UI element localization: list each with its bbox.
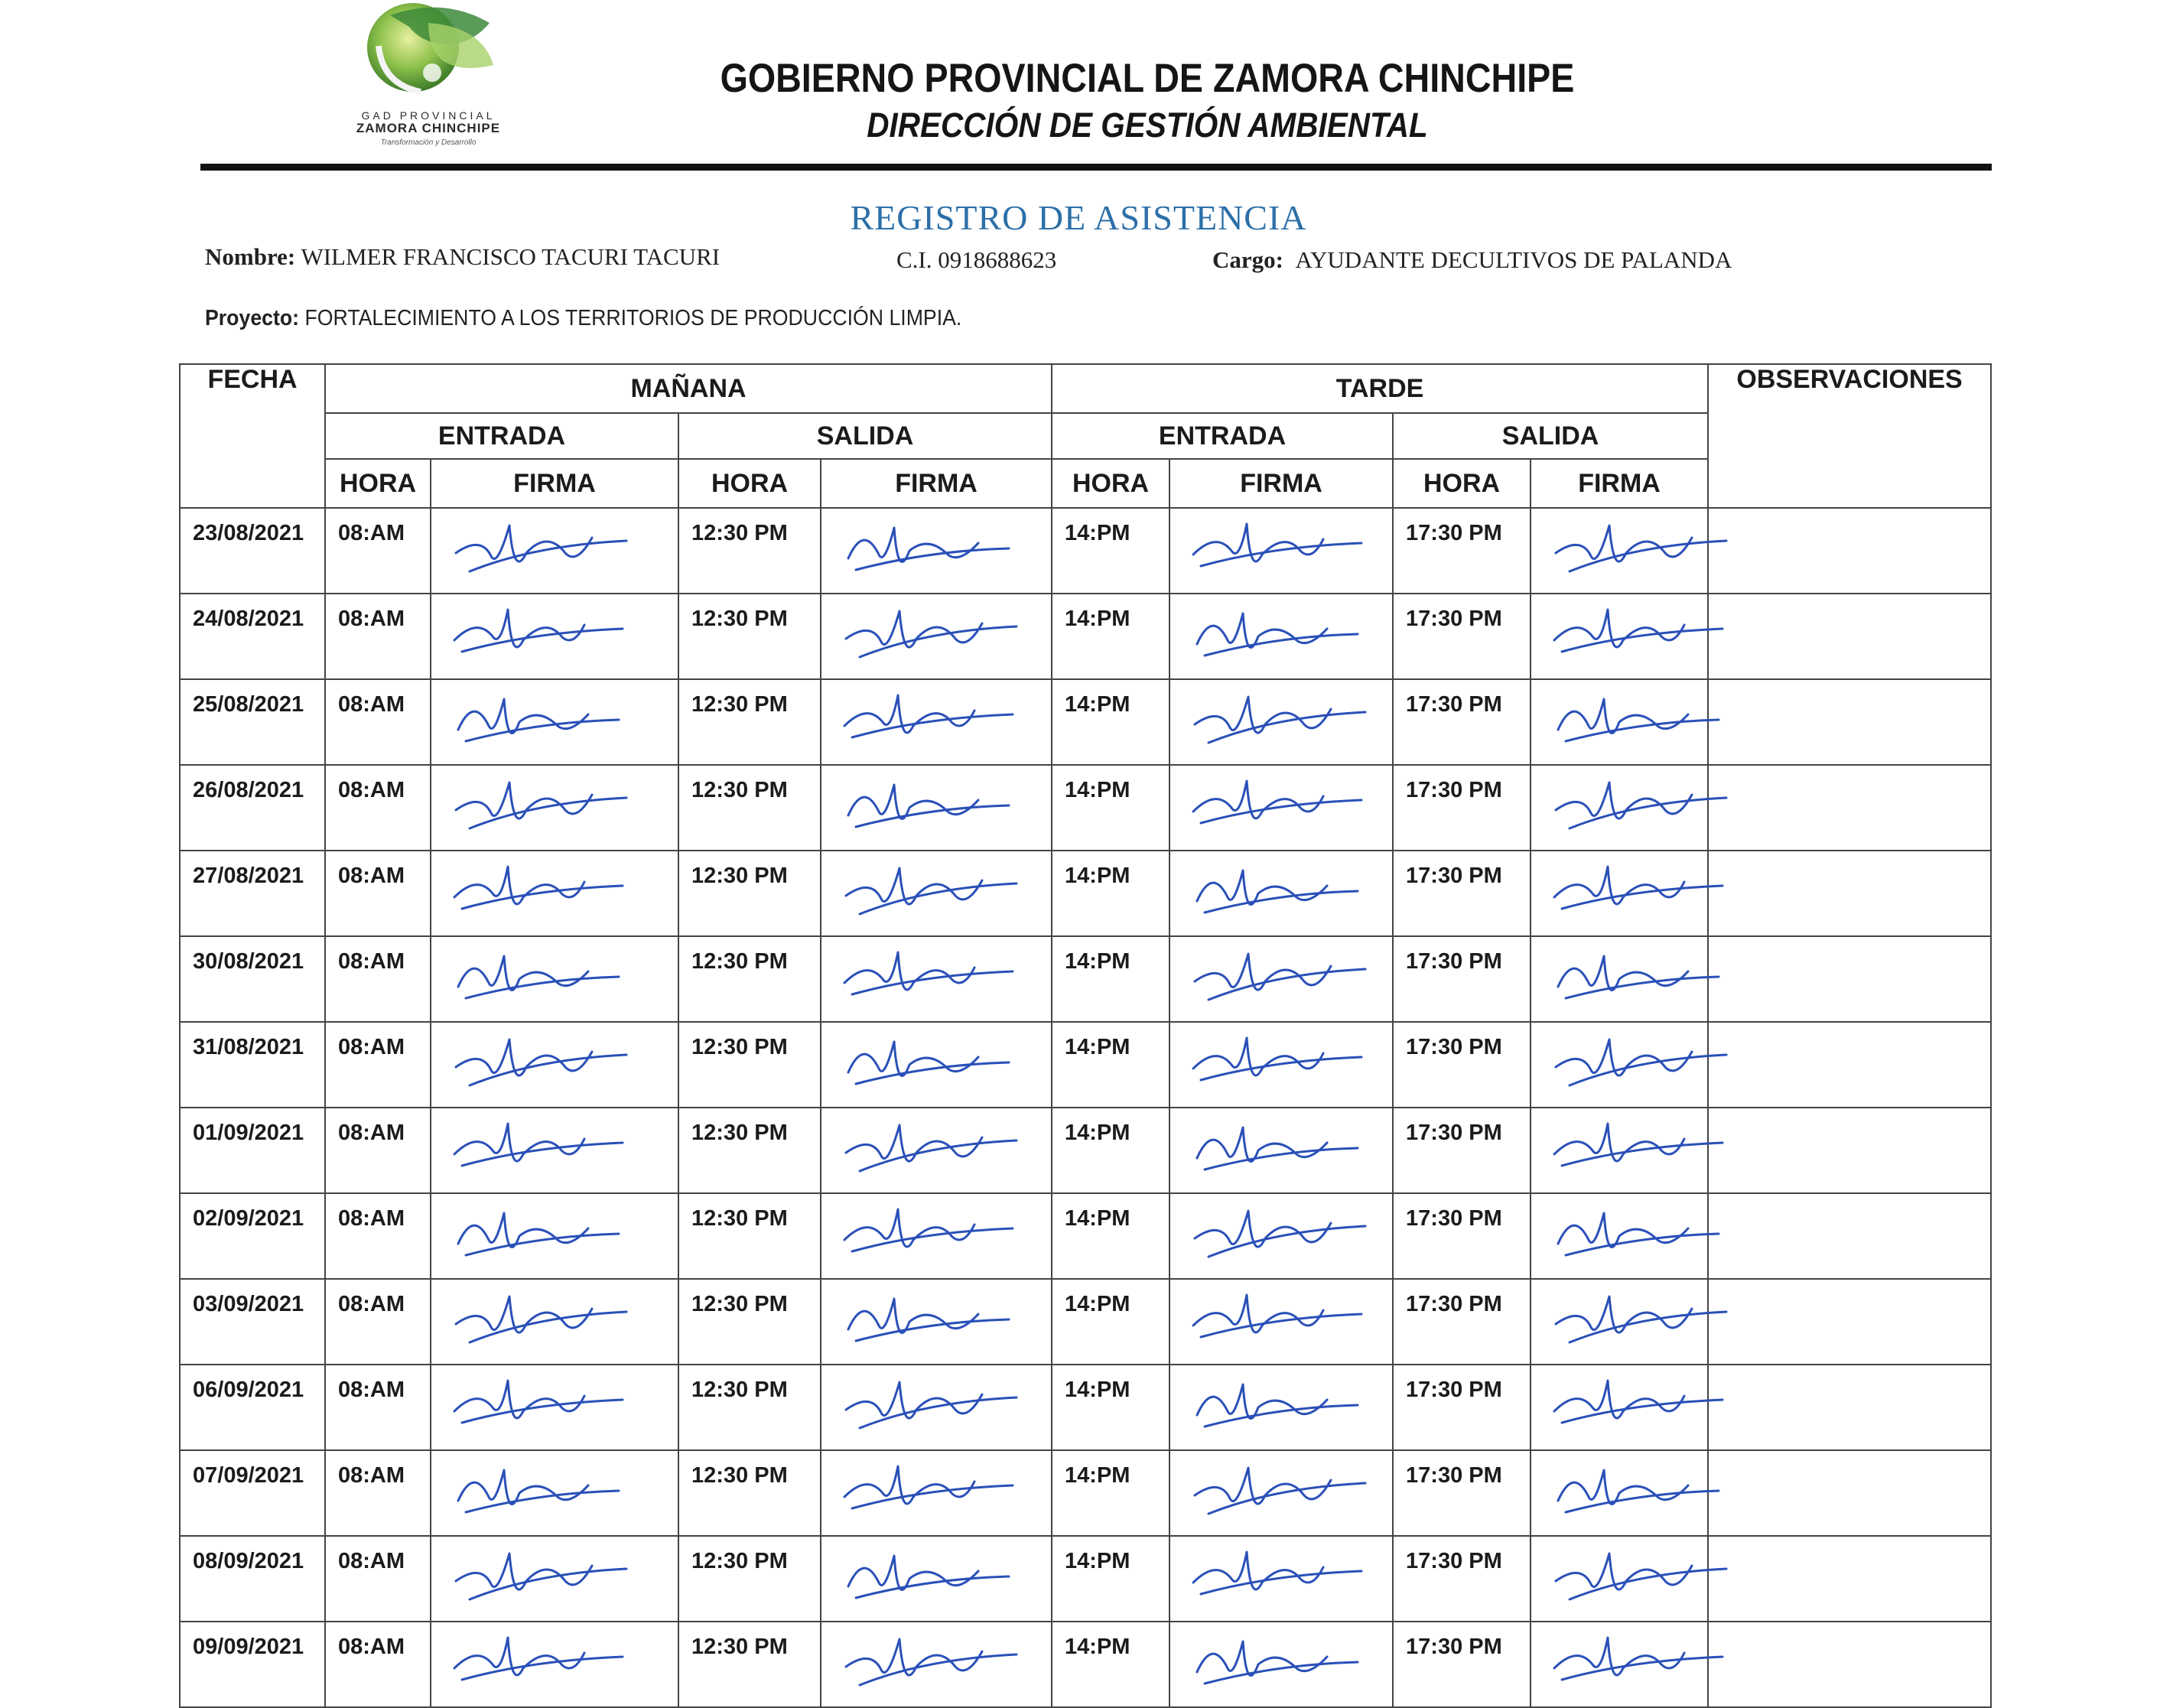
observaciones-cell <box>1708 1536 1991 1622</box>
handwritten-signature <box>1547 1280 1730 1356</box>
table-row <box>180 765 1991 851</box>
tarde-salida-hora: 17:30 PM <box>1393 679 1531 765</box>
handwritten-signature <box>1186 1023 1369 1099</box>
nombre-value: WILMER FRANCISCO TACURI TACURI <box>301 243 721 270</box>
handwritten-signature <box>1547 937 1730 1013</box>
table-row <box>180 508 1991 594</box>
fecha-cell: 06/09/2021 <box>180 1365 325 1450</box>
fecha-cell: 25/08/2021 <box>180 679 325 765</box>
header-hora: HORA <box>678 459 821 508</box>
handwritten-signature <box>447 851 630 928</box>
tarde-entrada-hora: 14:PM <box>1052 1022 1169 1108</box>
tarde-entrada-firma <box>1169 1279 1393 1365</box>
header-hora: HORA <box>325 459 431 508</box>
manana-salida-hora: 12:30 PM <box>678 936 821 1022</box>
handwritten-signature <box>1186 937 1369 1013</box>
manana-entrada-hora: 08:AM <box>325 765 431 851</box>
handwritten-signature <box>1547 1194 1730 1270</box>
handwritten-signature <box>447 594 630 671</box>
tarde-entrada-hora: 14:PM <box>1052 594 1169 679</box>
handwritten-signature <box>1547 1023 1730 1099</box>
tarde-salida-firma <box>1531 765 1708 851</box>
handwritten-signature <box>837 1622 1020 1699</box>
observaciones-cell <box>1708 1193 1991 1279</box>
manana-entrada-hora: 08:AM <box>325 936 431 1022</box>
handwritten-signature <box>1547 509 1730 585</box>
observaciones-cell <box>1708 1022 1991 1108</box>
manana-entrada-hora: 08:AM <box>325 1022 431 1108</box>
handwritten-signature <box>447 680 630 756</box>
manana-salida-hora: 12:30 PM <box>678 765 821 851</box>
observaciones-cell <box>1708 936 1991 1022</box>
manana-entrada-firma <box>431 1193 678 1279</box>
tarde-entrada-firma <box>1169 1365 1393 1450</box>
handwritten-signature <box>837 594 1020 671</box>
manana-salida-firma <box>821 1108 1052 1193</box>
manana-salida-firma <box>821 765 1052 851</box>
fecha-cell: 08/09/2021 <box>180 1536 325 1622</box>
handwritten-signature <box>447 1194 630 1270</box>
tarde-entrada-firma <box>1169 508 1393 594</box>
header-firma: FIRMA <box>821 459 1052 508</box>
header-divider <box>200 164 1992 171</box>
tarde-salida-hora: 17:30 PM <box>1393 508 1531 594</box>
tarde-salida-firma <box>1531 851 1708 936</box>
proyecto-label: Proyecto: <box>205 306 300 330</box>
manana-entrada-firma <box>431 1622 678 1707</box>
tarde-salida-hora: 17:30 PM <box>1393 1622 1531 1707</box>
manana-entrada-hora: 08:AM <box>325 594 431 679</box>
manana-salida-firma <box>821 1622 1052 1707</box>
nombre-label: Nombre: <box>205 243 296 270</box>
header-manana: MAÑANA <box>325 364 1052 413</box>
table-row <box>180 1108 1991 1193</box>
tarde-salida-hora: 17:30 PM <box>1393 1279 1531 1365</box>
observaciones-cell <box>1708 851 1991 936</box>
handwritten-signature <box>1547 594 1730 671</box>
tarde-salida-hora: 17:30 PM <box>1393 1022 1531 1108</box>
manana-salida-firma <box>821 1450 1052 1536</box>
handwritten-signature <box>447 1622 630 1699</box>
header-firma: FIRMA <box>1531 459 1708 508</box>
manana-salida-hora: 12:30 PM <box>678 851 821 936</box>
table-row <box>180 1193 1991 1279</box>
handwritten-signature <box>1186 851 1369 928</box>
observaciones-cell <box>1708 1365 1991 1450</box>
header-hora: HORA <box>1393 459 1531 508</box>
handwritten-signature <box>1186 594 1369 671</box>
handwritten-signature <box>447 937 630 1013</box>
handwritten-signature <box>1186 1365 1369 1442</box>
manana-salida-firma <box>821 679 1052 765</box>
table-row <box>180 1450 1991 1536</box>
fecha-cell: 09/09/2021 <box>180 1622 325 1707</box>
fecha-cell: 23/08/2021 <box>180 508 325 594</box>
handwritten-signature <box>837 766 1020 842</box>
handwritten-signature <box>1547 766 1730 842</box>
tarde-salida-hora: 17:30 PM <box>1393 594 1531 679</box>
handwritten-signature <box>1547 1108 1730 1185</box>
nombre-field <box>205 243 720 271</box>
tarde-salida-firma <box>1531 1193 1708 1279</box>
manana-salida-firma <box>821 1536 1052 1622</box>
handwritten-signature <box>837 1537 1020 1613</box>
header-manana-entrada: ENTRADA <box>325 413 678 459</box>
header-manana-salida: SALIDA <box>678 413 1052 459</box>
manana-entrada-firma <box>431 1365 678 1450</box>
handwritten-signature <box>447 1365 630 1442</box>
ci-value: C.I. 0918688623 <box>896 246 1057 273</box>
header-tarde: TARDE <box>1052 364 1708 413</box>
observaciones-cell <box>1708 1450 1991 1536</box>
tarde-salida-hora: 17:30 PM <box>1393 851 1531 936</box>
fecha-cell: 26/08/2021 <box>180 765 325 851</box>
tarde-entrada-firma <box>1169 594 1393 679</box>
cargo-value: AYUDANTE DECULTIVOS DE PALANDA <box>1295 246 1732 273</box>
manana-salida-firma <box>821 508 1052 594</box>
table-row <box>180 1365 1991 1450</box>
manana-salida-hora: 12:30 PM <box>678 1022 821 1108</box>
table-row <box>180 1022 1991 1108</box>
manana-entrada-hora: 08:AM <box>325 1365 431 1450</box>
handwritten-signature <box>1547 1622 1730 1699</box>
header-firma: FIRMA <box>1169 459 1393 508</box>
manana-salida-hora: 12:30 PM <box>678 1536 821 1622</box>
tarde-salida-firma <box>1531 594 1708 679</box>
manana-entrada-hora: 08:AM <box>325 1536 431 1622</box>
handwritten-signature <box>447 1451 630 1527</box>
tarde-entrada-hora: 14:PM <box>1052 1193 1169 1279</box>
tarde-salida-hora: 17:30 PM <box>1393 765 1531 851</box>
tarde-entrada-hora: 14:PM <box>1052 1365 1169 1450</box>
tarde-entrada-firma <box>1169 1108 1393 1193</box>
table-row <box>180 679 1991 765</box>
manana-salida-firma <box>821 1365 1052 1450</box>
fecha-cell: 24/08/2021 <box>180 594 325 679</box>
handwritten-signature <box>1186 1194 1369 1270</box>
handwritten-signature <box>1186 680 1369 756</box>
tarde-entrada-hora: 14:PM <box>1052 1108 1169 1193</box>
manana-salida-firma <box>821 1022 1052 1108</box>
fecha-cell: 01/09/2021 <box>180 1108 325 1193</box>
logo-caption-line3: Transformación y Desarrollo <box>380 138 477 147</box>
handwritten-signature <box>447 1280 630 1356</box>
tarde-entrada-firma <box>1169 936 1393 1022</box>
tarde-entrada-firma <box>1169 1622 1393 1707</box>
handwritten-signature <box>447 509 630 585</box>
handwritten-signature <box>1186 766 1369 842</box>
fecha-cell: 07/09/2021 <box>180 1450 325 1536</box>
manana-entrada-hora: 08:AM <box>325 1622 431 1707</box>
handwritten-signature <box>837 1023 1020 1099</box>
observaciones-cell <box>1708 1279 1991 1365</box>
manana-entrada-firma <box>431 594 678 679</box>
header-tarde-entrada: ENTRADA <box>1052 413 1393 459</box>
handwritten-signature <box>837 1108 1020 1185</box>
logo-caption-line2: ZAMORA CHINCHIPE <box>356 121 501 135</box>
manana-salida-hora: 12:30 PM <box>678 1622 821 1707</box>
tarde-entrada-hora: 14:PM <box>1052 1450 1169 1536</box>
tarde-entrada-hora: 14:PM <box>1052 1536 1169 1622</box>
tarde-salida-firma <box>1531 1022 1708 1108</box>
manana-entrada-hora: 08:AM <box>325 1279 431 1365</box>
header-hora: HORA <box>1052 459 1169 508</box>
manana-salida-hora: 12:30 PM <box>678 1279 821 1365</box>
handwritten-signature <box>447 1537 630 1613</box>
handwritten-signature <box>837 851 1020 928</box>
tarde-salida-firma <box>1531 1622 1708 1707</box>
handwritten-signature <box>1186 1280 1369 1356</box>
handwritten-signature <box>1547 1365 1730 1442</box>
tarde-salida-firma <box>1531 1279 1708 1365</box>
proyecto-value: FORTALECIMIENTO A LOS TERRITORIOS DE PRODUCCIÓN LIMPIA. <box>304 306 962 330</box>
handwritten-signature <box>447 1023 630 1099</box>
manana-entrada-firma <box>431 1279 678 1365</box>
manana-entrada-hora: 08:AM <box>325 1193 431 1279</box>
tarde-entrada-firma <box>1169 1450 1393 1536</box>
manana-entrada-firma <box>431 851 678 936</box>
handwritten-signature <box>837 1365 1020 1442</box>
tarde-salida-hora: 17:30 PM <box>1393 1450 1531 1536</box>
tarde-salida-hora: 17:30 PM <box>1393 1108 1531 1193</box>
manana-salida-firma <box>821 1193 1052 1279</box>
tarde-salida-firma <box>1531 508 1708 594</box>
manana-entrada-hora: 08:AM <box>325 1108 431 1193</box>
manana-entrada-firma <box>431 1450 678 1536</box>
header-tarde-salida: SALIDA <box>1393 413 1708 459</box>
manana-entrada-firma <box>431 1108 678 1193</box>
manana-salida-hora: 12:30 PM <box>678 679 821 765</box>
handwritten-signature <box>837 1194 1020 1270</box>
manana-entrada-hora: 08:AM <box>325 508 431 594</box>
tarde-entrada-hora: 14:PM <box>1052 1279 1169 1365</box>
tarde-salida-hora: 17:30 PM <box>1393 1365 1531 1450</box>
tarde-entrada-firma <box>1169 1536 1393 1622</box>
handwritten-signature <box>837 1280 1020 1356</box>
handwritten-signature <box>837 937 1020 1013</box>
handwritten-signature <box>837 1451 1020 1527</box>
manana-entrada-firma <box>431 765 678 851</box>
tarde-entrada-firma <box>1169 765 1393 851</box>
tarde-salida-hora: 17:30 PM <box>1393 1193 1531 1279</box>
tarde-salida-firma <box>1531 1108 1708 1193</box>
tarde-entrada-hora: 14:PM <box>1052 1622 1169 1707</box>
attendance-table <box>179 363 1992 1708</box>
tarde-entrada-firma <box>1169 851 1393 936</box>
manana-entrada-hora: 08:AM <box>325 1450 431 1536</box>
tarde-salida-hora: 17:30 PM <box>1393 1536 1531 1622</box>
manana-entrada-firma <box>431 1022 678 1108</box>
table-row <box>180 1279 1991 1365</box>
manana-entrada-firma <box>431 679 678 765</box>
table-row <box>180 851 1991 936</box>
tarde-entrada-hora: 14:PM <box>1052 851 1169 936</box>
table-row <box>180 936 1991 1022</box>
table-row <box>180 1622 1991 1707</box>
document-title: GOBIERNO PROVINCIAL DE ZAMORA CHINCHIPE <box>720 56 1575 101</box>
header-firma: FIRMA <box>431 459 678 508</box>
tarde-entrada-hora: 14:PM <box>1052 936 1169 1022</box>
header-observaciones: OBSERVACIONES <box>1708 364 1991 508</box>
observaciones-cell <box>1708 1108 1991 1193</box>
tarde-entrada-firma <box>1169 1193 1393 1279</box>
tarde-salida-hora: 17:30 PM <box>1393 936 1531 1022</box>
fecha-cell: 31/08/2021 <box>180 1022 325 1108</box>
manana-salida-hora: 12:30 PM <box>678 1365 821 1450</box>
observaciones-cell <box>1708 1622 1991 1707</box>
tarde-salida-firma <box>1531 679 1708 765</box>
manana-salida-firma <box>821 851 1052 936</box>
tarde-salida-firma <box>1531 1536 1708 1622</box>
manana-salida-firma <box>821 1279 1052 1365</box>
manana-entrada-hora: 08:AM <box>325 851 431 936</box>
tarde-entrada-hora: 14:PM <box>1052 765 1169 851</box>
manana-salida-hora: 12:30 PM <box>678 1193 821 1279</box>
tarde-salida-firma <box>1531 936 1708 1022</box>
manana-salida-hora: 12:30 PM <box>678 1450 821 1536</box>
manana-entrada-firma <box>431 508 678 594</box>
handwritten-signature <box>447 766 630 842</box>
observaciones-cell <box>1708 765 1991 851</box>
manana-entrada-firma <box>431 1536 678 1622</box>
handwritten-signature <box>1186 1537 1369 1613</box>
handwritten-signature <box>447 1108 630 1185</box>
logo-caption-line1: GAD PROVINCIAL <box>361 109 496 122</box>
table-row <box>180 594 1991 679</box>
handwritten-signature <box>1186 1451 1369 1527</box>
handwritten-signature <box>1547 1537 1730 1613</box>
handwritten-signature <box>1547 680 1730 756</box>
handwritten-signature <box>1186 1622 1369 1699</box>
cargo-label: Cargo: <box>1212 246 1283 273</box>
proyecto-field <box>205 306 961 331</box>
manana-salida-hora: 12:30 PM <box>678 1108 821 1193</box>
observaciones-cell <box>1708 679 1991 765</box>
handwritten-signature <box>837 509 1020 585</box>
handwritten-signature <box>1186 1108 1369 1185</box>
cargo-field <box>1212 246 1732 274</box>
document-subtitle: DIRECCIÓN DE GESTIÓN AMBIENTAL <box>867 106 1428 145</box>
tarde-entrada-firma <box>1169 1022 1393 1108</box>
tarde-entrada-hora: 14:PM <box>1052 679 1169 765</box>
table-row <box>180 1536 1991 1622</box>
fecha-cell: 30/08/2021 <box>180 936 325 1022</box>
fecha-cell: 27/08/2021 <box>180 851 325 936</box>
tarde-entrada-firma <box>1169 679 1393 765</box>
manana-entrada-firma <box>431 936 678 1022</box>
manana-salida-hora: 12:30 PM <box>678 594 821 679</box>
fecha-cell: 02/09/2021 <box>180 1193 325 1279</box>
manana-salida-hora: 12:30 PM <box>678 508 821 594</box>
tarde-salida-firma <box>1531 1365 1708 1450</box>
tarde-entrada-hora: 14:PM <box>1052 508 1169 594</box>
tarde-salida-firma <box>1531 1450 1708 1536</box>
manana-entrada-hora: 08:AM <box>325 679 431 765</box>
register-title: REGISTRO DE ASISTENCIA <box>850 198 1307 237</box>
observaciones-cell <box>1708 594 1991 679</box>
handwritten-signature <box>837 680 1020 756</box>
handwritten-signature <box>1547 851 1730 928</box>
manana-salida-firma <box>821 936 1052 1022</box>
observaciones-cell <box>1708 508 1991 594</box>
fecha-cell: 03/09/2021 <box>180 1279 325 1365</box>
header-fecha: FECHA <box>180 364 325 508</box>
handwritten-signature <box>1547 1451 1730 1527</box>
handwritten-signature <box>1186 509 1369 585</box>
manana-salida-firma <box>821 594 1052 679</box>
